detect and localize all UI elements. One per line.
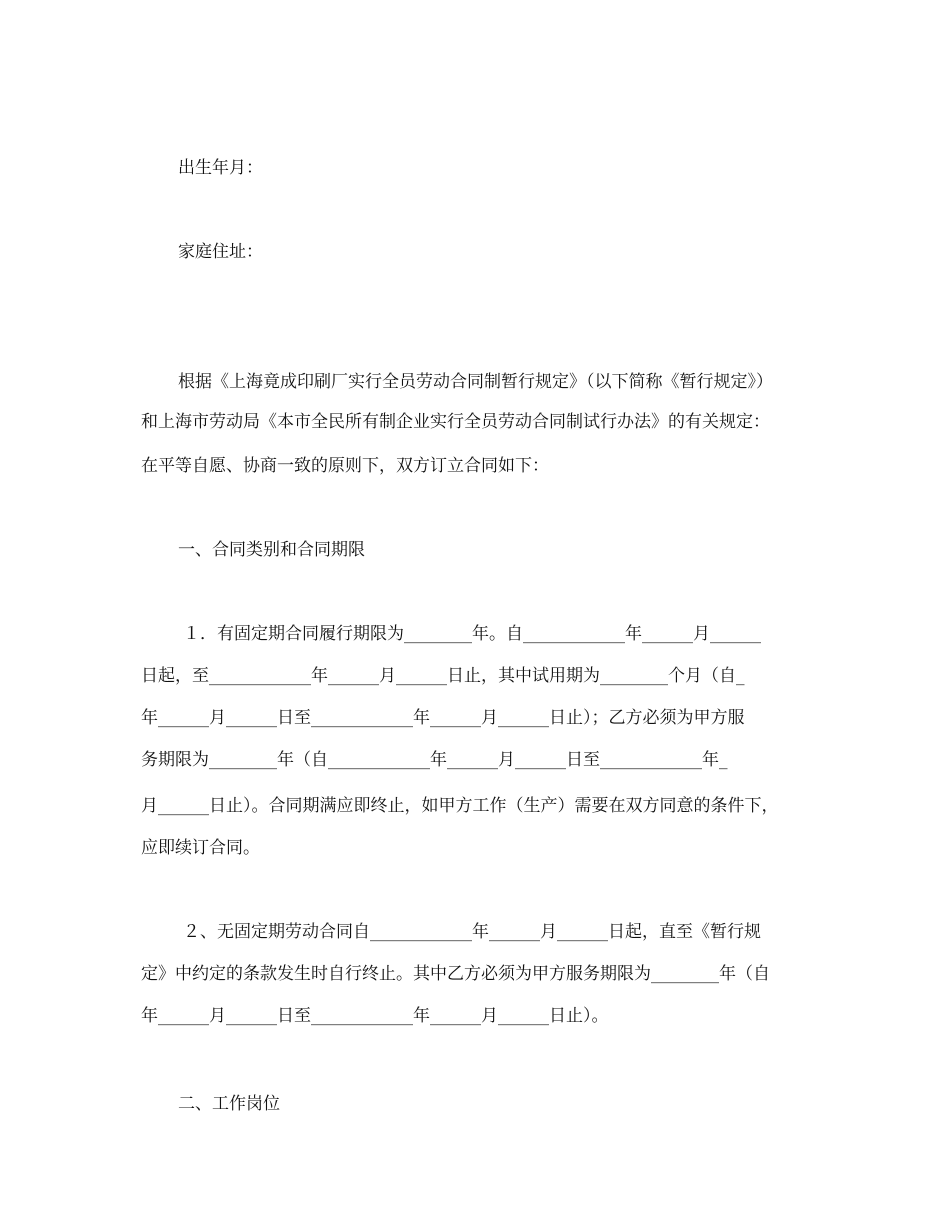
clause-1-line: 应即续订合同。 [141, 838, 260, 858]
clause-1-line: 月______日止）。合同期满应即终止，如甲方工作（生产）需要在双方同意的条件下， [141, 796, 779, 816]
clause-1-line: 务期限为________年（自____________年______月______日至____________年_ [141, 750, 728, 770]
clause-1-line: １．有固定期合同履行期限为________年。自____________年______月______ [183, 624, 761, 644]
preamble-line: 在平等自愿、协商一致的原则下，双方订立合同如下： [141, 456, 549, 476]
preamble-line: 根据《上海竟成印刷厂实行全员劳动合同制暂行规定》（以下简称《暂行规定》） [178, 372, 773, 392]
clause-1-line: 年______月______日至____________年______月______日止）；乙方必须为甲方服 [141, 708, 745, 728]
home-address-label: 家庭住址： [178, 242, 263, 262]
section-heading-contract-type: 一、合同类别和合同期限 [178, 540, 365, 560]
clause-1-line: 日起，至____________年______月______日止，其中试用期为________个月（自_ [141, 666, 745, 686]
clause-2-line: ２、无固定期劳动合同自____________年______月______日起，直至《暂行规 [183, 922, 761, 942]
section-heading-job-position: 二、工作岗位 [178, 1094, 280, 1114]
preamble-line: 和上海市劳动局《本市全民所有制企业实行全员劳动合同制试行办法》的有关规定： [141, 412, 770, 432]
clause-2-line: 定》中约定的条款发生时自行终止。其中乙方必须为甲方服务期限为________年（自 [141, 964, 770, 984]
clause-2-line: 年______月______日至____________年______月______日止）。 [141, 1006, 609, 1026]
birth-date-label: 出生年月： [178, 158, 263, 178]
